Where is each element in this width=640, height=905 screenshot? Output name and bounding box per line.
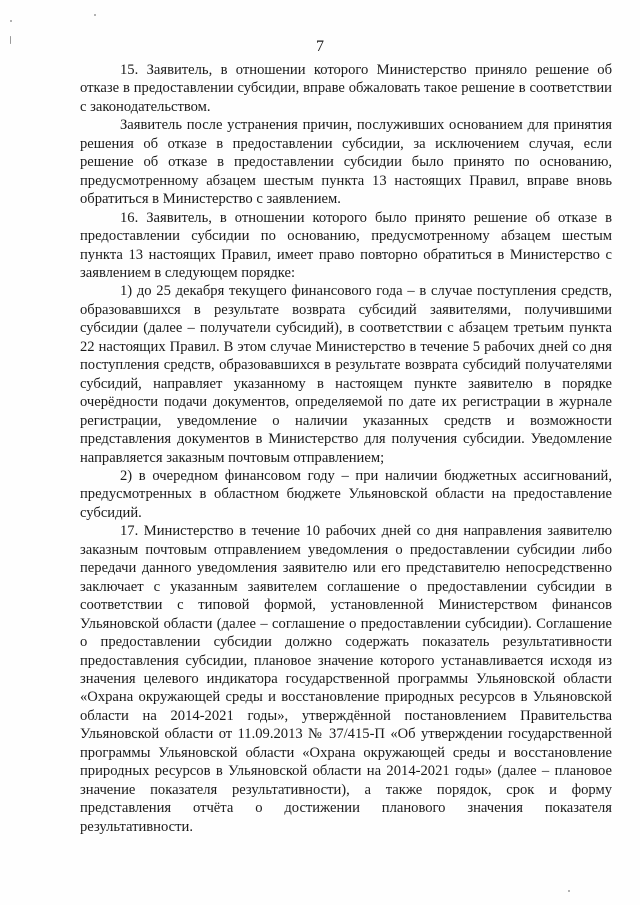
paragraph-15: 15. Заявитель, в отношении которого Министерство приняло решение об отказе в предоставлении субсидии, вправе обжаловать такое решение в соответствии с законодательством. [80,62,612,115]
paragraph-15-continued: Заявитель после устранения причин, послуживших основанием для принятия решения об отказе в предоставлении субсидии, за исключением случая, если решение об отказе в предоставлении субсидии было принято по основанию, предусмотренному абзацем шестым пункта 13 настоящих Правил, вправе вновь обратиться в Министерство с заявлением. [80,117,612,208]
paragraph-16-item-2: 2) в очередном финансовом году – при наличии бюджетных ассигнований, предусмотренных в областном бюджете Ульяновской области на предоставление субсидий. [80,467,612,521]
scan-speck [10,20,12,22]
paragraph-16: 16. Заявитель, в отношении которого было принято решение об отказе в предоставлении субсидии по основанию, предусмотренному абзацем шестым пункта 13 настоящих Правил, имеет право повторно обратиться в Министерство с заявлением в следующем порядке: [80,209,612,281]
paragraph-16-item-1: 1) до 25 декабря текущего финансового года – в случае поступления средств, образовавшихся в результате возврата субсидий заявителями, получившими субсидии (далее – получатели субсидий), в соответствии с абзацем третьим пункта 22 настоящих Правил. В этом случае Министерство в течение 5 рабочих дней со дня поступления средств, образовавшихся в результате возврата субсидий получателями субсидий, направляет указанному в настоящем пункте заявителю в порядке очерёдности подачи документов, определяемой по дате их регистрации в журнале регистрации, уведомление о наличии указанных средств и возможности представления документов в Министерство для получения субсидии. Уведомление направляется заказным почтовым отправлением; [80,283,612,466]
scan-speck [568,890,570,892]
page-number: 7 [316,38,324,55]
document-body [80,61,612,836]
paragraph-17: 17. Министерство в течение 10 рабочих дней со дня направления заявителю заказным почтовым отправлением уведомления о предоставлении субсидии либо передачи данного уведомления заявителю или его представителю непосредственно заключает с указанным заявителем соглашение о предоставлении субсидии в соответствии с типовой формой, установленной Министерством финансов Ульяновской области (далее – соглашение о предоставлении субсидии). Соглашение о предоставлении субсидии должно содержать показатель результативности предоставления субсидии, плановое значение которого устанавливается исходя из значения целевого индикатора государственной программы Ульяновской области «Охрана окружающей среды и восстановление природных ресурсов в Ульяновской области на 2014-2021 годы», утверждённой постановлением Правительства Ульяновской области от 11.09.2013 № 37/415-П «Об утверждении государственной программы Ульяновской области «Охрана окружающей среды и восстановление природных ресурсов в Ульяновской области на 2014-2021 годы» (далее – плановое значение показателя результативности), а также порядок, срок и форму представления отчёта о достижении планового значения показателя результативности. [80,523,612,835]
scan-speck [94,14,96,16]
